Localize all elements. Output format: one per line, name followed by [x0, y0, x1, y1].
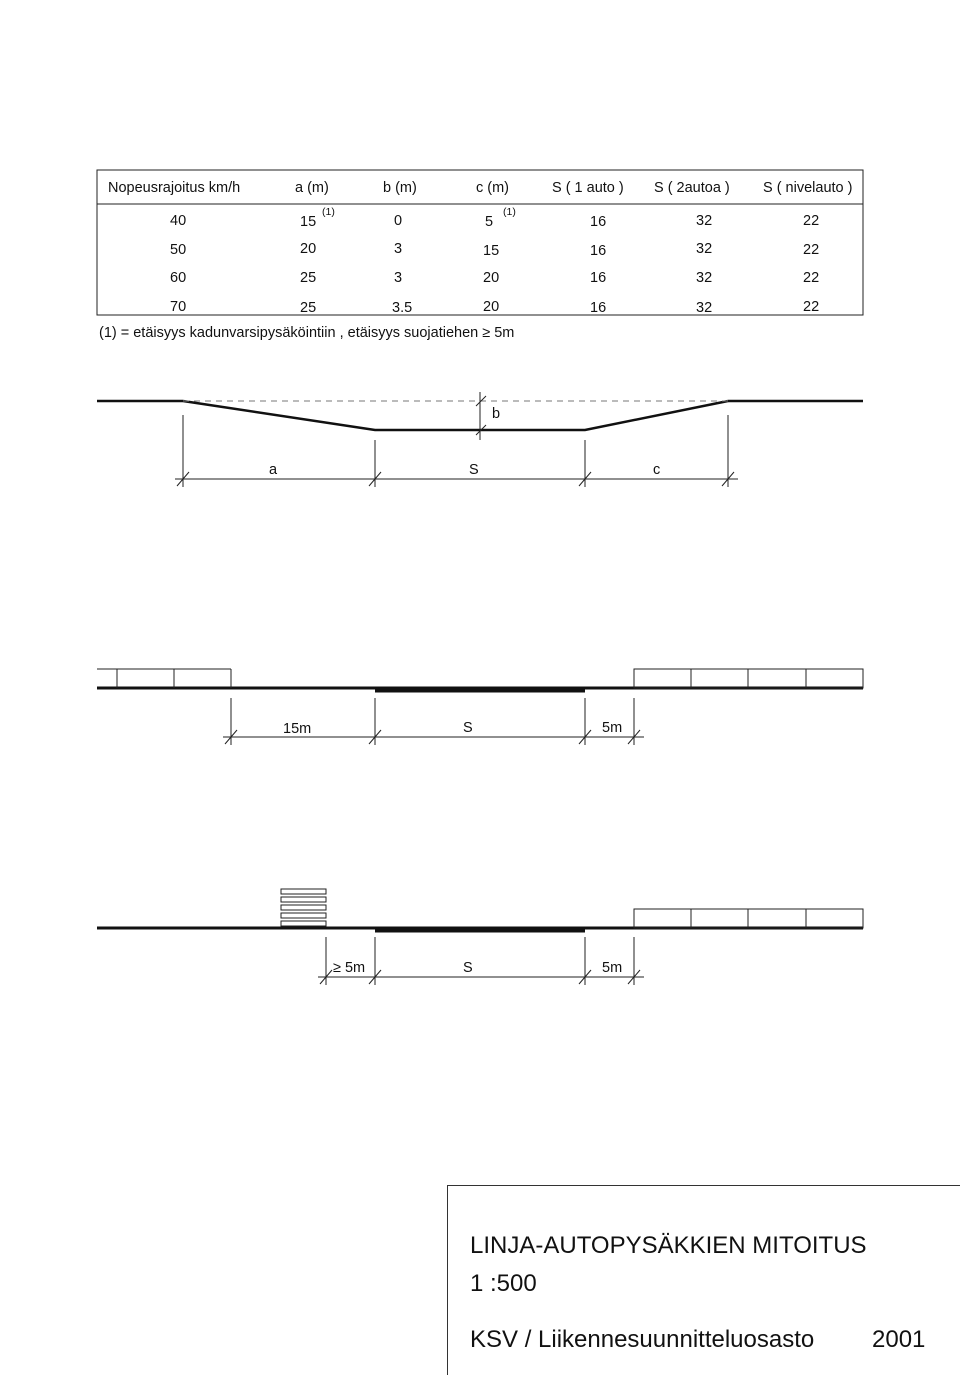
cell-a: 15 [300, 214, 317, 230]
dim-label-min-5m: ≥ 5m [333, 960, 366, 976]
col-header-s3: S ( nivelauto ) [763, 180, 853, 196]
col-header-s2: S ( 2autoa ) [654, 180, 730, 196]
cell-speed: 50 [170, 242, 187, 258]
cell-b: 3.5 [392, 300, 413, 316]
drawing-office: KSV / Liikennesuunnitteluosasto [470, 1326, 815, 1353]
cell-speed: 70 [170, 299, 187, 315]
drawing-scale: 1 :500 [470, 1270, 537, 1297]
cell-c: 20 [483, 270, 500, 286]
cell-s3: 22 [803, 270, 820, 286]
cell-s1: 16 [590, 270, 607, 286]
cell-b: 3 [394, 241, 403, 257]
table-footnote: (1) = etäisyys kadunvarsipysäköintiin , etäisyys suojatiehen ≥ 5m [99, 325, 515, 341]
cell-s3: 22 [803, 242, 820, 258]
dim-label-s: S [463, 960, 473, 976]
cell-c: 5 [485, 214, 494, 230]
dim-label-5m: 5m [602, 960, 623, 976]
cell-s2: 32 [696, 300, 713, 316]
cell-a: 20 [300, 241, 317, 257]
cell-c: 20 [483, 299, 500, 315]
footnote-mark-c: (1) [503, 206, 516, 218]
footnote-mark-a: (1) [322, 206, 335, 218]
cell-s2: 32 [696, 213, 713, 229]
cell-s3: 22 [803, 213, 820, 229]
cell-s2: 32 [696, 270, 713, 286]
cell-b: 3 [394, 270, 403, 286]
cell-s2: 32 [696, 241, 713, 257]
dim-label-s: S [463, 720, 473, 736]
cell-c: 15 [483, 243, 500, 259]
dim-label-c: c [653, 462, 661, 478]
col-header-c: c (m) [476, 180, 510, 196]
col-header-a: a (m) [295, 180, 329, 196]
cell-b: 0 [394, 213, 403, 229]
cell-a: 25 [300, 270, 317, 286]
cell-s1: 16 [590, 243, 607, 259]
stop-plan-crosswalk [97, 889, 863, 931]
dim-label-5m: 5m [602, 720, 623, 736]
col-header-speed: Nopeusrajoitus km/h [108, 180, 241, 196]
cell-speed: 40 [170, 213, 187, 229]
drawing-title: LINJA-AUTOPYSÄKKIEN MITOITUS [470, 1232, 867, 1259]
crosswalk-stripes [281, 889, 326, 926]
cell-s1: 16 [590, 214, 607, 230]
col-header-b: b (m) [383, 180, 417, 196]
dim-label-s: S [469, 462, 479, 478]
drawing-year: 2001 [872, 1326, 926, 1353]
dim-label-b: b [492, 406, 501, 422]
stop-plan-parking [97, 669, 863, 691]
dim-label-a: a [269, 462, 278, 478]
cell-a: 25 [300, 300, 317, 316]
col-header-s1: S ( 1 auto ) [552, 180, 624, 196]
cell-s1: 16 [590, 300, 607, 316]
dim-label-15m: 15m [283, 721, 312, 737]
cell-s3: 22 [803, 299, 820, 315]
cell-speed: 60 [170, 270, 187, 286]
stop-plan-crosswalk-dimensions [318, 937, 644, 985]
